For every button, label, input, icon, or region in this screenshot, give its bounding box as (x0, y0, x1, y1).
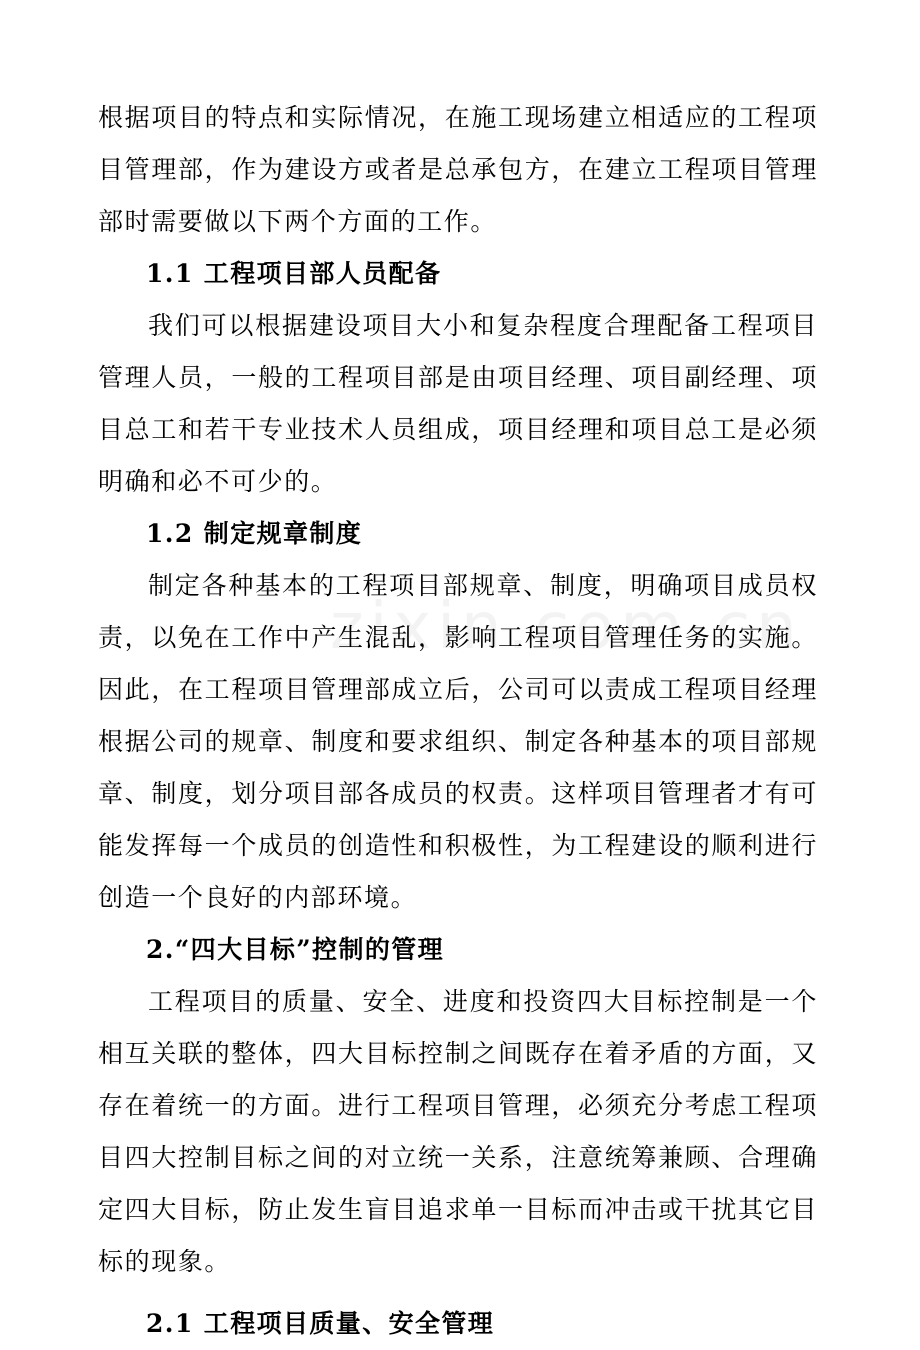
document-body (98, 92, 818, 1350)
section-heading-2: 2.“四大目标”控制的管理 (146, 935, 445, 964)
section-heading-1-2: 1.2 制定规章制度 (146, 519, 363, 548)
section-heading-2-1: 2.1 工程项目质量、安全管理 (146, 1309, 495, 1338)
staffing-paragraph: 我们可以根据建设项目大小和复杂程度合理配备工程项目管理人员，一般的工程项目部是由项目经理、项目副经理、项目总工和若干专业技术人员组成，项目经理和项目总工是必须明确和必不可少的。 (98, 311, 818, 496)
rules-paragraph: 制定各种基本的工程项目部规章、制度，明确项目成员权责，以免在工作中产生混乱，影响工程项目管理任务的实施。因此，在工程项目管理部成立后，公司可以责成工程项目经理根据公司的规章、制度和要求组织、制定各种基本的项目部规章、制度，划分项目部各成员的权责。这样项目管理者才有可能发挥每一个成员的创造性和积极性，为工程建设的顺利进行创造一个良好的内部环境。 (98, 571, 818, 912)
four-goals-paragraph: 工程项目的质量、安全、进度和投资四大目标控制是一个相互关联的整体，四大目标控制之间既存在着矛盾的方面，又存在着统一的方面。进行工程项目管理，必须充分考虑工程项目四大控制目标之间的对立统一关系，注意统筹兼顾、合理确定四大目标，防止发生盲目追求单一目标而冲击或干扰其它目标的现象。 (98, 987, 818, 1276)
section-heading-1-1: 1.1 工程项目部人员配备 (146, 259, 442, 288)
intro-paragraph: 根据项目的特点和实际情况，在施工现场建立相适应的工程项目管理部，作为建设方或者是总承包方，在建立工程项目管理部时需要做以下两个方面的工作。 (98, 103, 818, 236)
